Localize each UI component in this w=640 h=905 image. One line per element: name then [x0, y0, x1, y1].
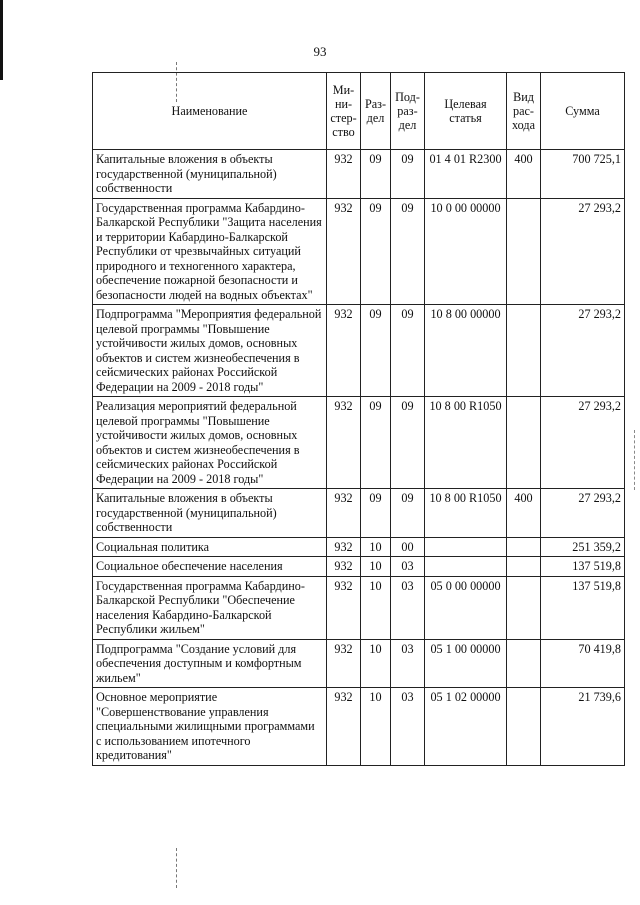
cell-expense-type	[507, 688, 541, 766]
cell-subsection: 09	[391, 198, 425, 305]
cell-expense-type	[507, 537, 541, 557]
cell-ministry: 932	[327, 305, 361, 397]
cell-sum: 700 725,1	[541, 150, 625, 199]
header-sum: Сумма	[541, 73, 625, 150]
cell-ministry: 932	[327, 537, 361, 557]
cell-sum: 27 293,2	[541, 305, 625, 397]
cell-target: 10 0 00 00000	[425, 198, 507, 305]
table-row	[93, 305, 625, 397]
cell-expense-type	[507, 305, 541, 397]
cell-subsection: 09	[391, 305, 425, 397]
table-row	[93, 639, 625, 688]
scan-side-mark	[634, 430, 637, 490]
cell-section: 10	[361, 576, 391, 639]
table-row	[93, 397, 625, 489]
cell-target: 10 8 00 R1050	[425, 489, 507, 538]
fold-mark	[176, 848, 177, 888]
cell-section: 09	[361, 198, 391, 305]
cell-section: 09	[361, 397, 391, 489]
cell-name: Государственная программа Кабардино-Балкарской Республики "Защита населения и территории Кабардино-Балкарской Республики от чрезвычайных ситуаций природного и техногенного характера, обеспечение пожарной безопасности и безопасности людей на водных объектах"	[93, 198, 327, 305]
cell-section: 09	[361, 150, 391, 199]
cell-expense-type	[507, 198, 541, 305]
cell-ministry: 932	[327, 397, 361, 489]
cell-sum: 70 419,8	[541, 639, 625, 688]
cell-expense-type: 400	[507, 489, 541, 538]
cell-ministry: 932	[327, 639, 361, 688]
header-target: Целевая статья	[425, 73, 507, 150]
scan-edge-mark	[0, 0, 3, 80]
table-row	[93, 198, 625, 305]
cell-name: Подпрограмма "Мероприятия федеральной целевой программы "Повышение устойчивости жилых домов, основных объектов и систем жизнеобеспечения в сейсмических районах Российской Федерации на 2009 - 2018 годы"	[93, 305, 327, 397]
cell-sum: 27 293,2	[541, 198, 625, 305]
cell-ministry: 932	[327, 489, 361, 538]
cell-name: Социальная политика	[93, 537, 327, 557]
cell-subsection: 03	[391, 688, 425, 766]
cell-expense-type	[507, 397, 541, 489]
cell-sum: 251 359,2	[541, 537, 625, 557]
budget-table	[92, 72, 625, 766]
cell-expense-type	[507, 576, 541, 639]
cell-section: 10	[361, 537, 391, 557]
cell-name: Капитальные вложения в объекты государственной (муниципальной) собственности	[93, 489, 327, 538]
header-subsection: Под-раз-дел	[391, 73, 425, 150]
header-expense-type: Вид рас-хода	[507, 73, 541, 150]
cell-target	[425, 557, 507, 577]
cell-sum: 137 519,8	[541, 576, 625, 639]
table-row	[93, 557, 625, 577]
cell-sum: 27 293,2	[541, 489, 625, 538]
cell-section: 09	[361, 489, 391, 538]
table-row	[93, 688, 625, 766]
cell-name: Капитальные вложения в объекты государственной (муниципальной) собственности	[93, 150, 327, 199]
cell-target: 05 1 00 00000	[425, 639, 507, 688]
cell-target	[425, 537, 507, 557]
cell-section: 10	[361, 639, 391, 688]
header-ministry: Ми-ни-стер-ство	[327, 73, 361, 150]
cell-subsection: 03	[391, 576, 425, 639]
table-header-row	[93, 73, 625, 150]
header-section: Раз-дел	[361, 73, 391, 150]
cell-ministry: 932	[327, 150, 361, 199]
cell-name: Государственная программа Кабардино-Балкарской Республики "Обеспечение населения Кабардино-Балкарской Республики жильем"	[93, 576, 327, 639]
cell-subsection: 03	[391, 639, 425, 688]
cell-sum: 21 739,6	[541, 688, 625, 766]
cell-name: Подпрограмма "Создание условий для обеспечения доступным и комфортным жильем"	[93, 639, 327, 688]
cell-ministry: 932	[327, 198, 361, 305]
cell-subsection: 09	[391, 489, 425, 538]
table-row	[93, 576, 625, 639]
cell-sum: 137 519,8	[541, 557, 625, 577]
cell-section: 09	[361, 305, 391, 397]
table-row	[93, 150, 625, 199]
cell-target: 05 0 00 00000	[425, 576, 507, 639]
cell-ministry: 932	[327, 688, 361, 766]
cell-subsection: 03	[391, 557, 425, 577]
cell-sum: 27 293,2	[541, 397, 625, 489]
cell-expense-type: 400	[507, 150, 541, 199]
cell-target: 05 1 02 00000	[425, 688, 507, 766]
cell-subsection: 00	[391, 537, 425, 557]
cell-name: Основное мероприятие "Совершенствование управления специальными жилищными программами с использованием ипотечного кредитования"	[93, 688, 327, 766]
cell-section: 10	[361, 557, 391, 577]
table-row	[93, 537, 625, 557]
cell-ministry: 932	[327, 576, 361, 639]
cell-target: 01 4 01 R2300	[425, 150, 507, 199]
cell-target: 10 8 00 00000	[425, 305, 507, 397]
cell-subsection: 09	[391, 150, 425, 199]
table-row	[93, 489, 625, 538]
page-number: 93	[313, 44, 327, 59]
cell-name: Социальное обеспечение населения	[93, 557, 327, 577]
cell-expense-type	[507, 639, 541, 688]
cell-expense-type	[507, 557, 541, 577]
cell-subsection: 09	[391, 397, 425, 489]
cell-name: Реализация мероприятий федеральной целевой программы "Повышение устойчивости жилых домов, основных объектов и систем жизнеобеспечения в сейсмических районах Российской Федерации на 2009 - 2018 годы"	[93, 397, 327, 489]
cell-ministry: 932	[327, 557, 361, 577]
cell-section: 10	[361, 688, 391, 766]
header-name: Наименование	[93, 73, 327, 150]
cell-target: 10 8 00 R1050	[425, 397, 507, 489]
